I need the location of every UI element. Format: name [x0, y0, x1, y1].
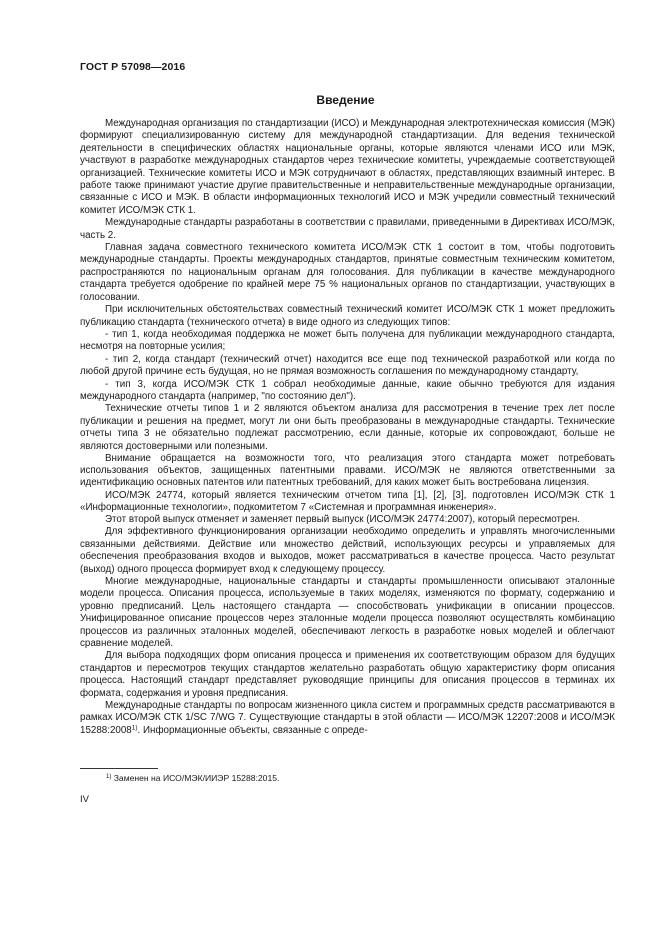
paragraph: Для эффективного функционирования организации необходимо определить и управлять многочисленными связанными действиями. Действие или множество действий, использующих ресурсы и управляемых для обеспечения преобразования входов и выходов, может рассматриваться в качестве процесса. Часто результат (выход) одного процесса формирует вход к следующему процессу. [80, 526, 615, 575]
document-header-id: ГОСТ Р 57098—2016 [80, 61, 186, 73]
paragraph: Многие международные, национальные стандарты и стандарты промышленности описывают эталонные модели процесса. Описания процесса, используемые в таких моделях, изменяются по формату, содержанию и уровню предписаний. Цель настоящего стандарта — способствовать унификации в описании процессов. Унифицированное описание процессов через эталонные модели процесса позволяют осуществлять комбинацию процессов из различных эталонных моделей, обеспечивают легкость в разработке новых моделей и облегчают сравнение моделей. [80, 576, 615, 650]
footnote-marker: 1) [131, 724, 138, 732]
footnote [106, 773, 279, 783]
paragraph: Международные стандарты по вопросам жизненного цикла систем и программных средств рассматриваются в рамках ИСО/МЭК СТК 1/SC 7/WG 7. Существующие стандарты в этой области — ИСО/МЭК 12207:2008 и ИСО/МЭК 15288:2008$^{1)}$. Информационные объекты, связанные с опреде- [80, 700, 615, 736]
footnote-rule [80, 768, 158, 769]
paragraph: Международная организация по стандартизации (ИСО) и Международная электротехническая комиссия (МЭК) формируют специализированную систему для международной стандартизации. Для ведения технической деятельности в специфических областях национальные органы, которые являются членами ИСО или МЭК, участвуют в разработке международных стандартов через технические комитеты, учреждаемые соответствующей организацией. Технические комитеты ИСО и МЭК сотрудничают в областях, представляющих взаимный интерес. В работе также принимают участие другие правительственные и неправительственные международные организации, связанные с ИСО и МЭК. В области информационных технологий ИСО и МЭК учредили совместный технический комитет ИСО/МЭК СТК 1. [80, 118, 615, 216]
page-number: IV [80, 794, 89, 805]
paragraph: Этот второй выпуск отменяет и заменяет первый выпуск (ИСО/МЭК 24774:2007), который пересмотрен. [105, 513, 580, 525]
list-item: - тип 3, когда ИСО/МЭК СТК 1 собрал необходимые данные, какие обычно требуются для издания международного стандарта (например, "по состоянию дел"). [80, 378, 615, 402]
footnote-marker: 1) [106, 774, 112, 780]
paragraph-text: Международные стандарты по вопросам жизненного цикла систем и программных средств рассматриваются в рамках ИСО/МЭК СТК 1/SC 7/WG 7. Существующие стандарты в этой области — ИСО/МЭК 12207:2008 и ИСО/МЭК 15288:2008 [80, 700, 615, 736]
paragraph: Технические отчеты типов 1 и 2 являются объектом анализа для рассмотрения в течение трех лет после публикации и решения на предмет, могут ли они быть преобразованы в международные стандарты. Технические отчеты типа 3 не обязательно подлежат рассмотрению, если данные, которые их сопровождают, больше не являются достоверными или полезными. [80, 403, 615, 452]
paragraph: ИСО/МЭК 24774, который является техническим отчетом типа [1], [2], [3], подготовлен ИСО/МЭК СТК 1 «Информационные технологии», подкомитетом 7 «Системная и программная инженерия». [80, 489, 615, 513]
paragraph: Главная задача совместного технического комитета ИСО/МЭК СТК 1 состоит в том, чтобы подготовить международные стандарты. Проекты международных стандартов, принятые совместным техническим комитетом, распространяются по национальным органам для голосования. Для публикации в качестве международного стандарта требуется одобрение по крайней мере 75 % национальных органов по стандартизации, участвующих в голосовании. [80, 242, 615, 303]
paragraph-text-continued: Информационные объекты, связанные с опреде- [143, 724, 368, 736]
section-title: Введение [316, 93, 375, 107]
list-item: - тип 2, когда стандарт (технический отчет) находится все еще под технической разработкой или когда по любой другой причине есть будущая, но не прямая возможность соглашения по международному стандарту, [80, 353, 615, 378]
paragraph: Для выбора подходящих форм описания процесса и применения их соответствующим образом для будущих стандартов и пересмотров текущих стандартов желательно разработать общую характеристику форм описания процесса. Настоящий стандарт представляет руководящие принципы для описания процессов в терминах их формата, содержания и уровня предписания. [80, 650, 615, 699]
footnote-text: Заменен на ИСО/МЭК/ИИЭР 15288:2015. [113, 773, 280, 783]
list-item: - тип 1, когда необходимая поддержка не может быть получена для публикации международного стандарта, несмотря на повторные усилия; [80, 328, 615, 353]
paragraph: Международные стандарты разработаны в соответствии с правилами, приведенными в Директивах ИСО/МЭК, часть 2. [80, 217, 615, 241]
paragraph: Внимание обращается на возможности того, что реализация этого стандарта может потребовать использования объектов, защищенных патентными правами. ИСО/МЭК не являются ответственными за идентификацию основных патентов или патентных требований, для каких может быть востребована лицензия. [80, 452, 615, 489]
document-body [80, 118, 615, 737]
paragraph: При исключительных обстоятельствах совместный технический комитет ИСО/МЭК СТК 1 может предложить публикацию стандарта (технического отчета) в виде одного из следующих типов: [80, 304, 615, 328]
